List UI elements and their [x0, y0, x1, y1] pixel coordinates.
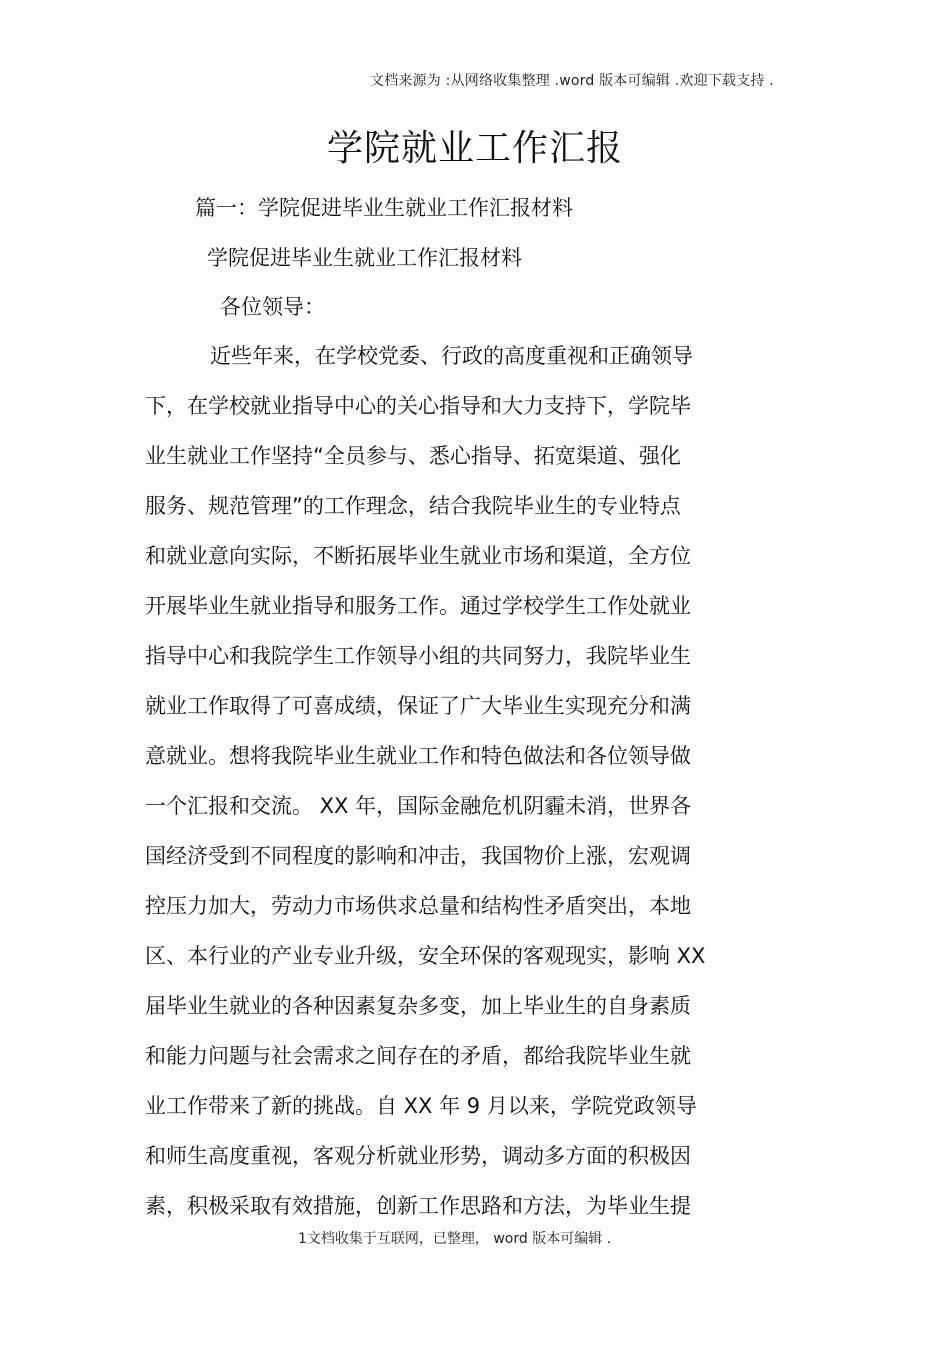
body-line: 和能力问题与社会需求之间存在的矛盾，都给我院毕业生就 — [145, 1044, 691, 1068]
salutation: 各位领导： — [220, 295, 325, 319]
section-heading: 篇一：学院促进毕业生就业工作汇报材料 — [195, 196, 573, 220]
body-line: 和就业意向实际，不断拓展毕业生就业市场和渠道，全方位 — [145, 544, 691, 568]
body-line: 国经济受到不同程度的影响和冲击，我国物价上涨，宏观调 — [145, 844, 691, 868]
body-line: 素，积极采取有效措施，创新工作思路和方法，为毕业生提 — [145, 1194, 691, 1218]
body-line: 届毕业生就业的各种因素复杂多变，加上毕业生的自身素质 — [145, 994, 691, 1018]
body-line: 开展毕业生就业指导和服务工作。通过学校学生工作处就业 — [145, 594, 691, 618]
footer-note: 1文档收集于互联网，已整理， word 版本可编辑 . — [298, 1231, 612, 1247]
body-line: 服务、规范管理”的工作理念，结合我院毕业生的专业特点 — [145, 494, 681, 518]
page-title: 学院就业工作汇报 — [326, 128, 623, 169]
body-line: 业工作带来了新的挑战。自 XX 年 9 月以来，学院党政领导 — [145, 1094, 697, 1118]
body-line: 和师生高度重视，客观分析就业形势，调动多方面的积极因 — [145, 1144, 691, 1168]
subtitle: 学院促进毕业生就业工作汇报材料 — [207, 246, 522, 270]
body-line: 意就业。想将我院毕业生就业工作和特色做法和各位领导做 — [145, 744, 691, 768]
body-line: 下，在学校就业指导中心的关心指导和大力支持下，学院毕 — [145, 394, 691, 418]
header-note: 文档来源为 :从网络收集整理 .word 版本可编辑 .欢迎下载支持 . — [370, 73, 774, 89]
body-line: 近些年来，在学校党委、行政的高度重视和正确领导 — [210, 344, 693, 368]
body-line: 一个汇报和交流。 XX 年，国际金融危机阴霾未消，世界各 — [145, 794, 692, 818]
body-line: 指导中心和我院学生工作领导小组的共同努力，我院毕业生 — [145, 644, 691, 668]
body-line: 控压力加大，劳动力市场供求总量和结构性矛盾突出，本地 — [145, 894, 691, 918]
body-line: 区、本行业的产业专业升级，安全环保的客观现实，影响 XX — [145, 944, 706, 968]
body-line: 就业工作取得了可喜成绩，保证了广大毕业生实现充分和满 — [145, 694, 691, 718]
body-line: 业生就业工作坚持“全员参与、悉心指导、拓宽渠道、强化 — [145, 444, 681, 468]
